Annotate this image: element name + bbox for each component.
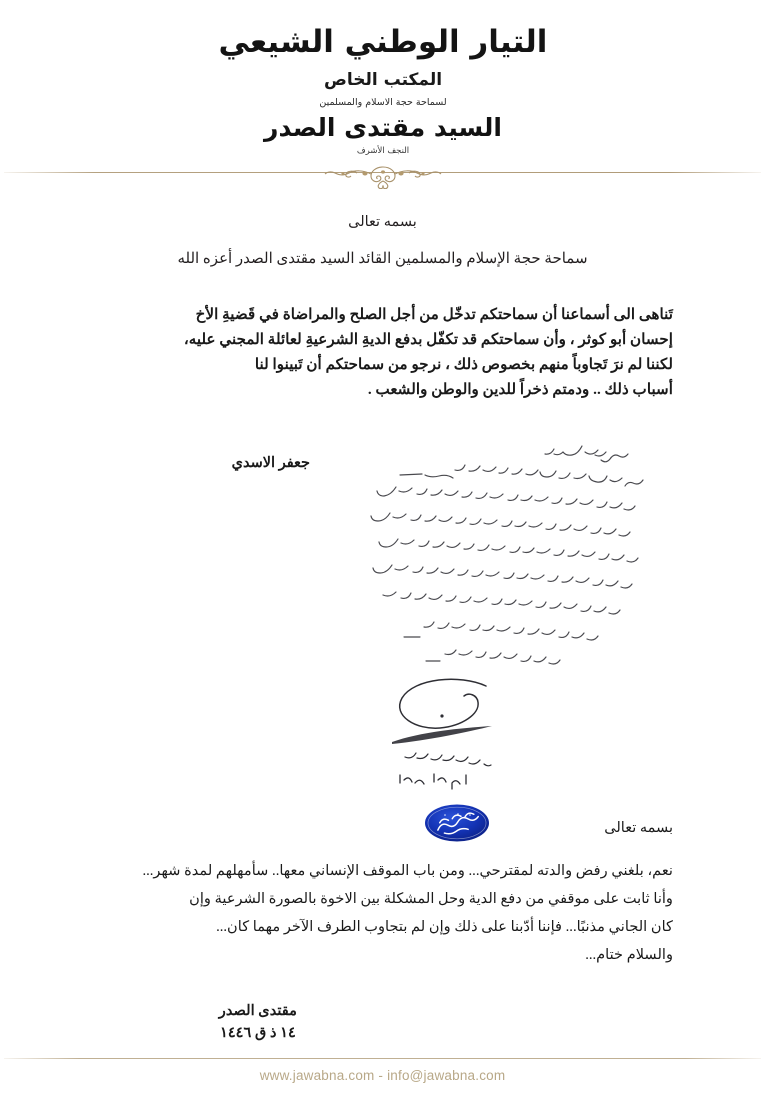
responder-date: ١٤ ذ ق ١٤٤٦ [219,1025,296,1041]
oval-stamp-icon [423,803,491,843]
letterhead-office: المكتب الخاص [323,70,442,90]
responder-name: مقتدى الصدر [218,1003,297,1019]
response-line: وأنا ثابت على موقفي من دفع الدية وحل المشكلة بين الاخوة بالصورة الشرعية وإن [189,891,673,907]
letterhead-calligraphy [173,12,593,162]
footer-divider [4,1058,761,1059]
question-line: إحسان أبو كوثر ، وأن سماحتكم قد تكفّل بدفع الديةِ الشرعيةِ لعائلة المجني عليه، [183,331,673,348]
response-line: كان الجاني مذنبًا... فإننا أدّبنا على ذلك وإن لم بتجاوب الطرف الآخر مهما كان... [216,919,673,935]
handwritten-ink-strokes [310,440,680,690]
question-line: تَناهى الى أسماعنا أن سماحتكم تدخّل من أجل الصلح والمراضاة في قَضيةِ الأخ [195,306,673,323]
question-body [87,302,673,402]
letterhead-leader-name: السيد مقتدى الصدر [263,113,502,142]
official-seal [423,803,491,843]
handwritten-note [310,440,680,690]
responder-signature-block [219,1000,297,1044]
handwritten-signature [368,668,558,798]
floral-ornament-icon [313,163,453,189]
response-line: والسلام ختام... [585,947,673,963]
question-line: لكننا لم نرَ تَجاوباً منهم بخصوص ذلك ، نرجو من سماحتكم أن تَبينوا لنا [254,356,673,373]
letterhead-subtitle: لسماحة حجة الاسلام والمسلمين [318,97,447,108]
response-body [87,857,673,969]
header-divider [0,163,765,189]
letterhead-city: النجف الأشرف [356,146,409,156]
addressee-line: سماحة حجة الإسلام والمسلمين القائد السيد مقتدى الصدر أعزه الله [177,251,588,267]
letterhead-org-name: التيار الوطني الشيعي [218,24,547,60]
question-line: أسباب ذلك .. ودمتم ذخراً للدين والوطن والشعب . [367,381,673,398]
basmala-response: بسمه تعالى [604,820,673,836]
response-line: نعم، بلغني رفض والدته لمقترحي... ومن باب الموقف الإنساني معها.. سأمهلهم لمدة شهر... [142,863,673,879]
signature-flourish-icon [368,668,558,798]
basmala-top: بسمه تعالى [348,214,417,230]
letterhead [0,12,765,162]
footer-contact: www.jawabna.com - info@jawabna.com [259,1068,506,1083]
questioner-name: جعفر الاسدي [231,455,310,471]
